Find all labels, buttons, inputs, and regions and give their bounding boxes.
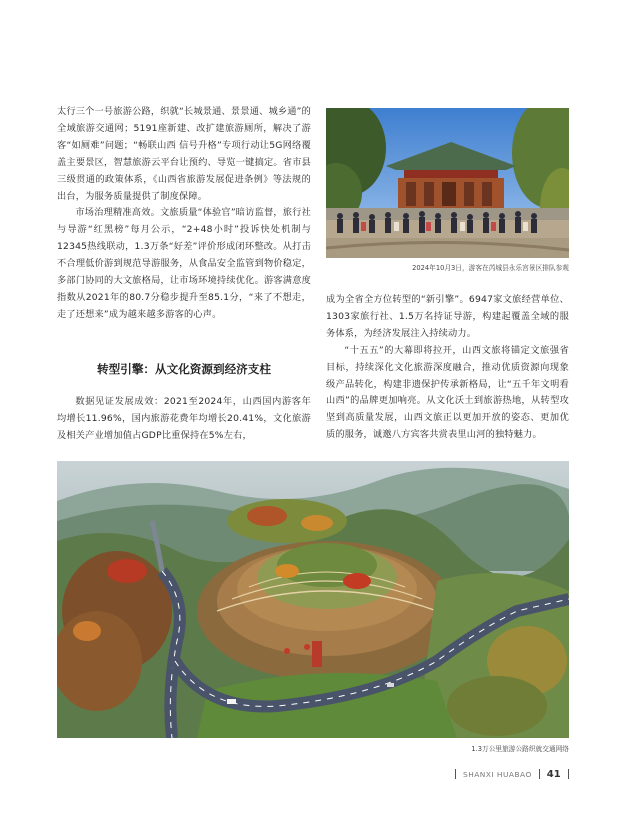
- section-heading: 转型引擎：从文化资源到经济支柱: [97, 362, 271, 376]
- aerial-road-photo-image: [57, 461, 569, 738]
- footer-divider: [539, 769, 540, 779]
- photo-caption: 1.3万公里旅游公路织就交通网络: [471, 745, 569, 753]
- paragraph: 市场治理精准高效。文旅质量“体验官”暗访监督，旅行社与导游“红黑榜”每月公示，“2+48小时”投诉快处机制与12345热线联动，1.3万条“好差”评价形成闭环整改。从打击不合理低价游到规范导游服务，从食品安全监管到物价稳定，多部门协同的大文旅格局，让市场环境持续优化。游客满意度指数从2021年的80.7分稳步提升至85.1分，“来了不想走，走了还想来”成为越来越多游客的心声。: [57, 207, 311, 320]
- left-text-column-lower: [57, 394, 311, 445]
- footer-divider: [455, 769, 456, 779]
- paragraph: 成为全省全方位转型的“新引擎”。6947家文旅经营单位、1303家旅行社、1.5万名持证导游，构建起覆盖全域的服务体系，为经济发展注入持续动力。: [326, 294, 569, 339]
- paragraph: 数据见证发展成效：2021至2024年，山西国内游客年均增长11.96%，国内旅游花费年均增长20.41%，文化旅游及相关产业增加值占GDP比重保持在5%左右，: [57, 396, 311, 441]
- page-footer: [455, 767, 569, 781]
- photo-caption: 2024年10月3日，游客在芮城县永乐宫景区排队参观: [412, 264, 569, 272]
- temple-photo-image: [326, 108, 569, 258]
- temple-photo: [326, 108, 569, 258]
- aerial-road-photo: [57, 461, 569, 738]
- magazine-name: SHANXI HUABAO: [463, 769, 532, 779]
- footer-divider: [568, 769, 569, 779]
- left-text-column: [57, 104, 311, 324]
- paragraph: 太行三个一号旅游公路，织就“长城景通、景景通、城乡通”的全域旅游交通网；5191座新建、改扩建旅游厕所，解决了游客“如厕难”问题；“畅联山西 信号升格”专项行动让5G网络覆盖主要景区，智慧旅游云平台让预约、导览一键搞定。省市县三级贯通的政策体系，《山西省旅游发展促进条例》等法规的出台，为服务质量提供了制度保障。: [57, 106, 311, 202]
- page-number: 41: [546, 768, 561, 780]
- right-text-column: [326, 292, 569, 444]
- paragraph: “十五五”的大幕即将拉开，山西文旅将锚定文旅强省目标，持续深化文化旅游深度融合，推动优质资源向现象级产品转化，构建非遗保护传承新格局，让“五千年文明看山西”的品牌更加响亮。从文化沃土到旅游热地，从转型攻坚到高质量发展，山西文旅正以更加开放的姿态、更加优质的服务，诚邀八方宾客共赏表里山河的独特魅力。: [326, 344, 569, 441]
